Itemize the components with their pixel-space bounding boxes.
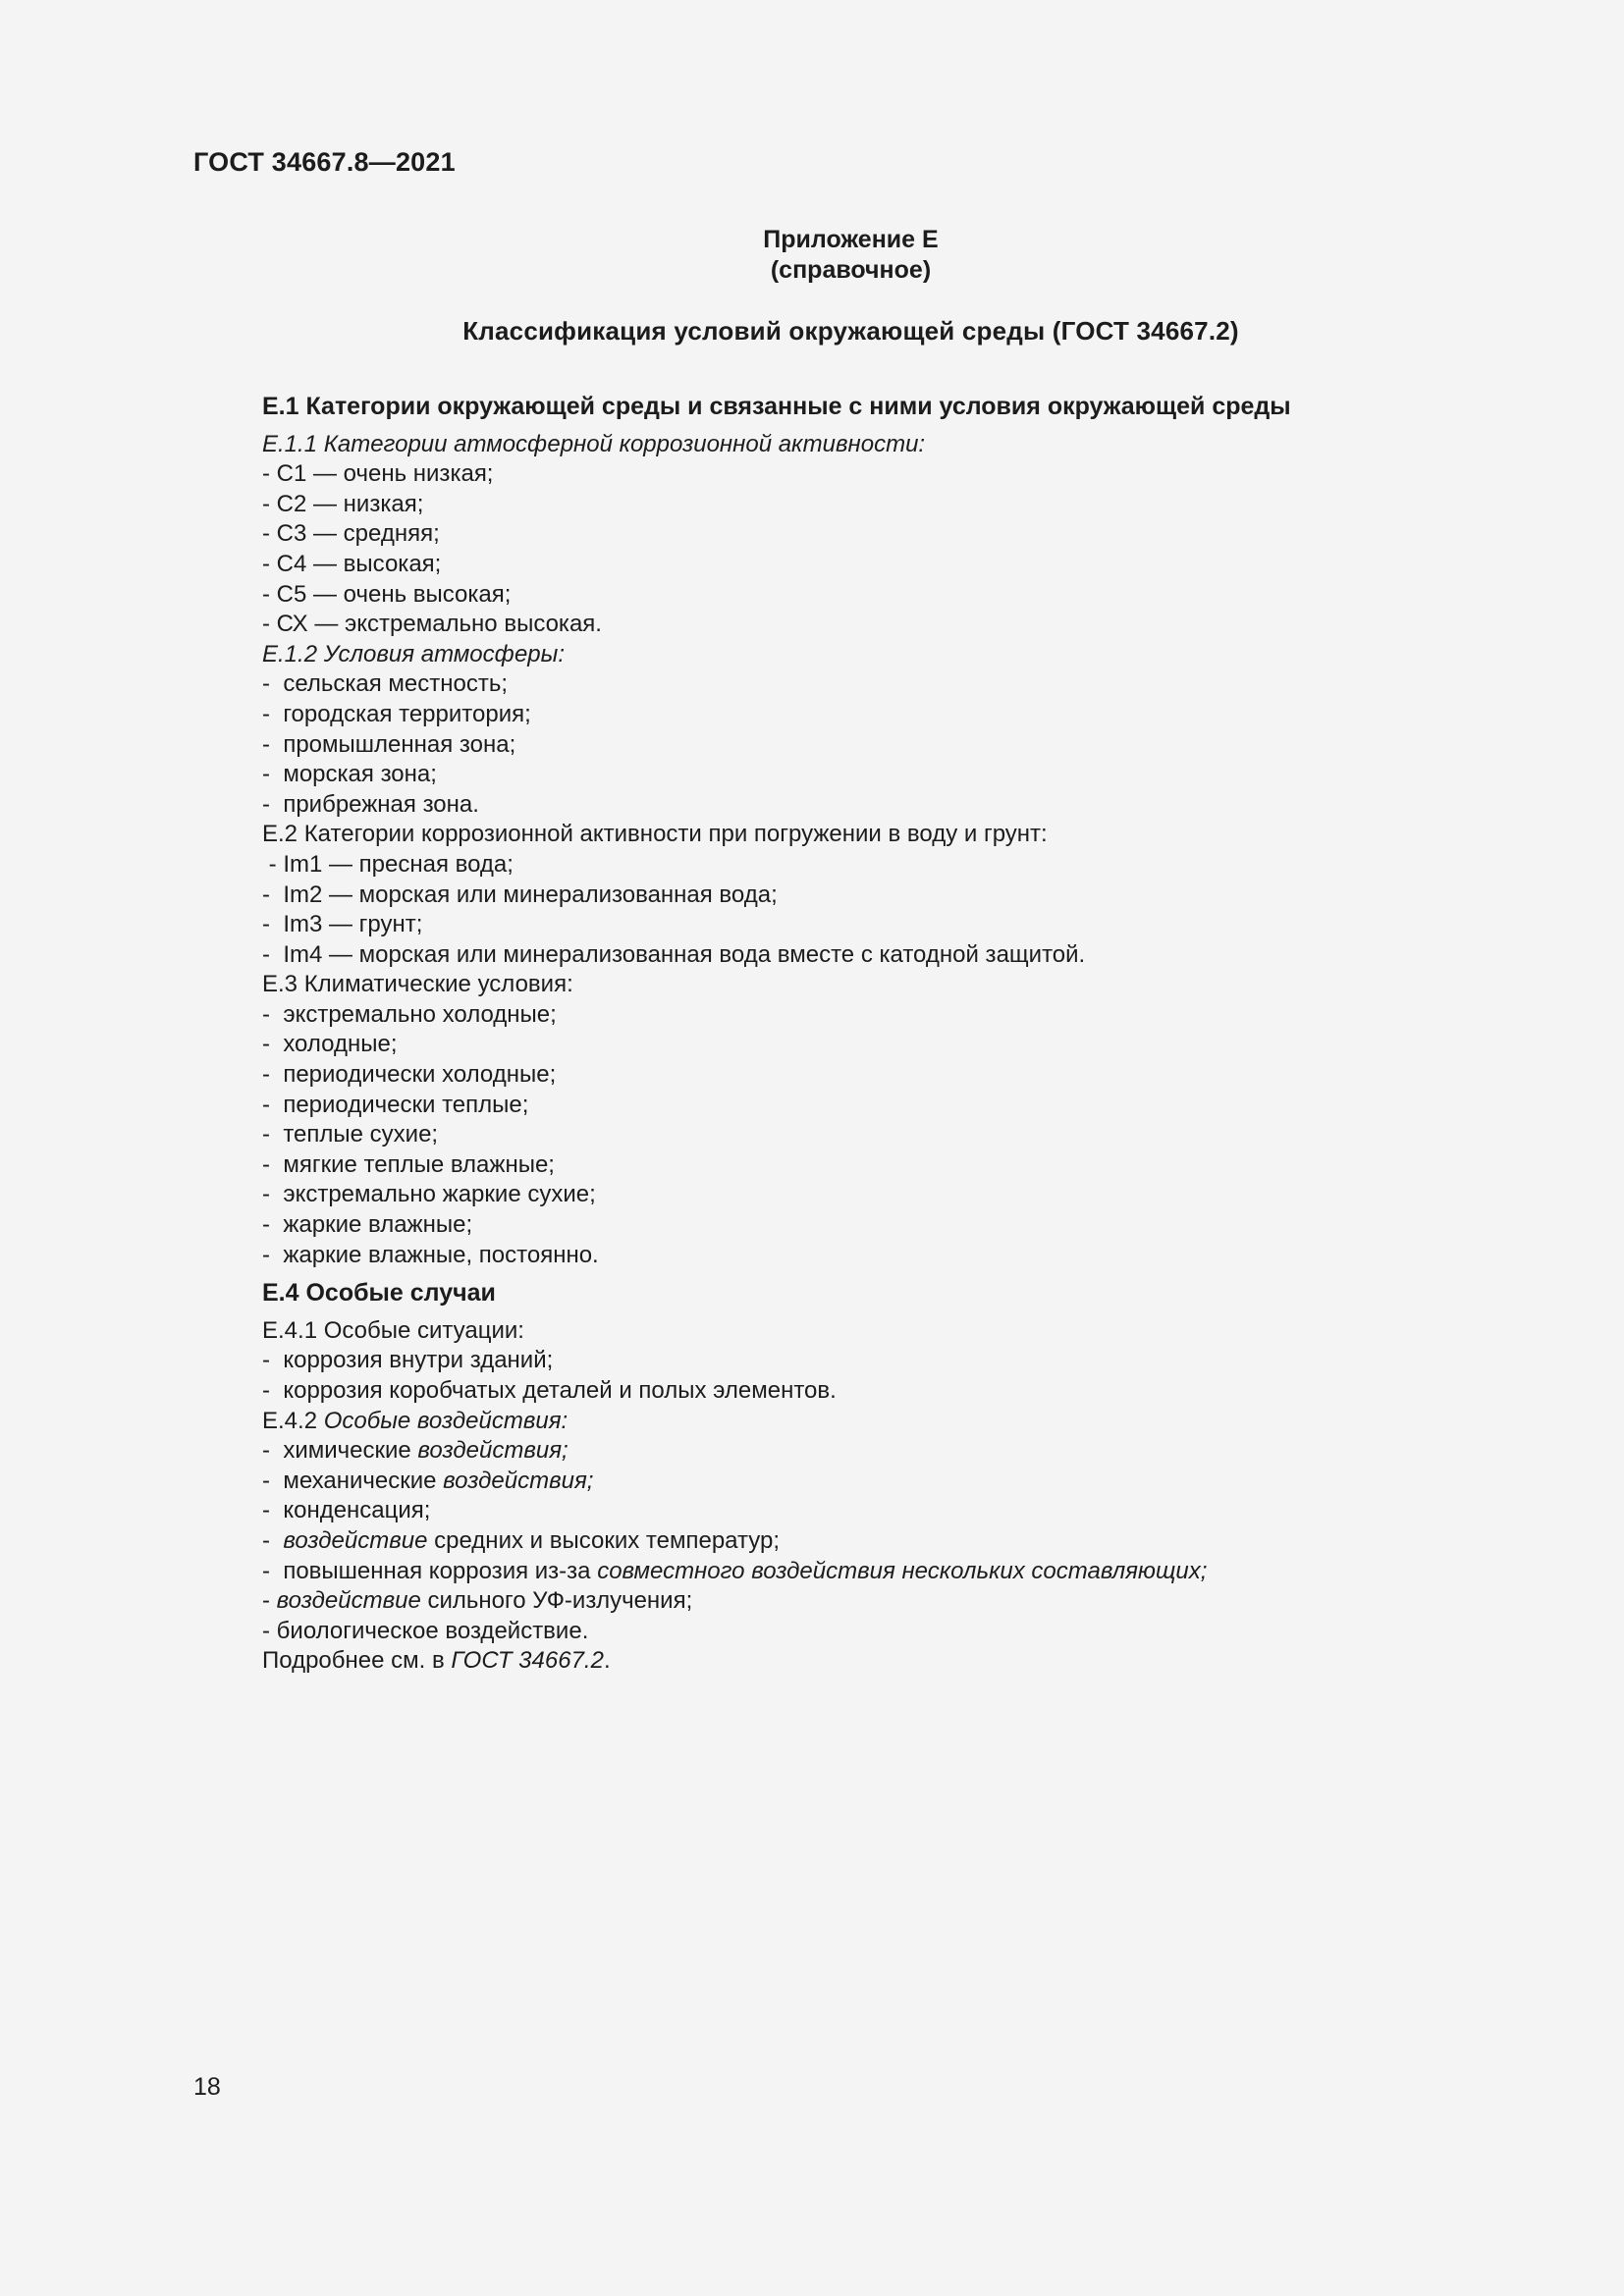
list-item: - биологическое воздействие. xyxy=(262,1617,589,1644)
list-item: - С1 — очень низкая; xyxy=(262,460,494,488)
list-item-text: - xyxy=(262,1587,277,1615)
section-e11-title: Е.1.1 Категории атмосферной коррозионной активности: xyxy=(262,430,926,457)
list-item: - жаркие влажные, постоянно. xyxy=(262,1241,599,1268)
list-item: - холодные; xyxy=(262,1031,398,1058)
list-item xyxy=(262,1467,1489,1497)
list-item: - периодически холодные; xyxy=(262,1061,557,1089)
annex-label: Приложение Е xyxy=(763,226,939,253)
list-item xyxy=(262,1436,1489,1467)
reference-text: . xyxy=(603,1647,611,1675)
list-item: - экстремально холодные; xyxy=(262,1000,557,1028)
list-item: - жаркие влажные; xyxy=(262,1211,473,1239)
list-item: - морская зона; xyxy=(262,761,437,788)
list-item: - промышленная зона; xyxy=(262,730,516,758)
list-item-italic: воздействие xyxy=(283,1526,428,1554)
list-item: - С3 — средняя; xyxy=(262,520,440,548)
reference-text: Подробнее см. в xyxy=(262,1647,452,1675)
list-item-text: сильного УФ-излучения; xyxy=(420,1587,693,1615)
list-item-italic: совместного воздействия нескольких составляющих; xyxy=(597,1557,1208,1584)
list-item: - городская территория; xyxy=(262,700,531,727)
list-item: - С5 — очень высокая; xyxy=(262,580,512,608)
reference-note xyxy=(262,1646,1489,1677)
list-item: - С2 — низкая; xyxy=(262,490,424,517)
list-item xyxy=(262,1526,1489,1557)
list-item xyxy=(262,1586,1489,1617)
section-e42-label: Особые воздействия: xyxy=(323,1407,568,1434)
reference-standard: ГОСТ 34667.2 xyxy=(451,1647,604,1675)
section-e2-title: Е.2 Категории коррозионной активности при погружении в воду и грунт: xyxy=(262,821,1048,848)
list-item: - прибрежная зона. xyxy=(262,790,479,818)
document-body xyxy=(262,392,1489,1677)
list-item-text: средних и высоких температур; xyxy=(427,1526,780,1554)
list-item: - Im3 — грунт; xyxy=(262,911,423,938)
list-item: - Im2 — морская или минерализованная вода; xyxy=(262,881,778,908)
list-item: - коррозия коробчатых деталей и полых элементов. xyxy=(262,1377,837,1404)
section-e12-title: Е.1.2 Условия атмосферы: xyxy=(262,640,565,667)
list-item-text: - механические xyxy=(262,1467,444,1494)
list-item xyxy=(262,1557,1489,1587)
list-item: - Im4 — морская или минерализованная вода вместе с катодной защитой. xyxy=(262,940,1086,968)
list-item: - конденсация; xyxy=(262,1497,431,1524)
section-e4-heading: Е.4 Особые случаи xyxy=(262,1279,496,1308)
section-e42-title xyxy=(262,1407,1489,1437)
list-item: - СХ — экстремально высокая. xyxy=(262,611,602,638)
list-item: - мягкие теплые влажные; xyxy=(262,1150,555,1178)
list-item-text: - химические xyxy=(262,1437,418,1465)
list-item: - теплые сухие; xyxy=(262,1121,439,1148)
list-item: - коррозия внутри зданий; xyxy=(262,1347,554,1374)
section-e3-title: Е.3 Климатические условия: xyxy=(262,971,573,998)
list-item: - экстремально жаркие сухие; xyxy=(262,1181,596,1208)
list-item-italic: воздействия; xyxy=(443,1467,594,1494)
section-e1-heading: Е.1 Категории окружающей среды и связанные с ними условия окружающей среды xyxy=(262,393,1291,420)
list-item: - периодически теплые; xyxy=(262,1091,529,1118)
section-e41-title: Е.4.1 Особые ситуации: xyxy=(262,1316,524,1344)
list-item-text: - повышенная коррозия из-за xyxy=(262,1557,598,1584)
list-item: - С4 — высокая; xyxy=(262,550,442,577)
page-number: 18 xyxy=(193,2073,221,2101)
section-e42-number: Е.4.2 xyxy=(262,1407,324,1434)
list-item: - сельская местность; xyxy=(262,670,509,698)
document-code-header: ГОСТ 34667.8—2021 xyxy=(193,147,456,177)
list-item-italic: воздействие xyxy=(276,1587,421,1615)
annex-type: (справочное) xyxy=(770,256,932,284)
list-item: - Im1 — пресная вода; xyxy=(262,850,514,878)
annex-title: Классификация условий окружающей среды (ГОСТ 34667.2) xyxy=(462,316,1239,346)
list-item-text: - xyxy=(262,1526,284,1554)
list-item-italic: воздействия; xyxy=(417,1437,568,1465)
